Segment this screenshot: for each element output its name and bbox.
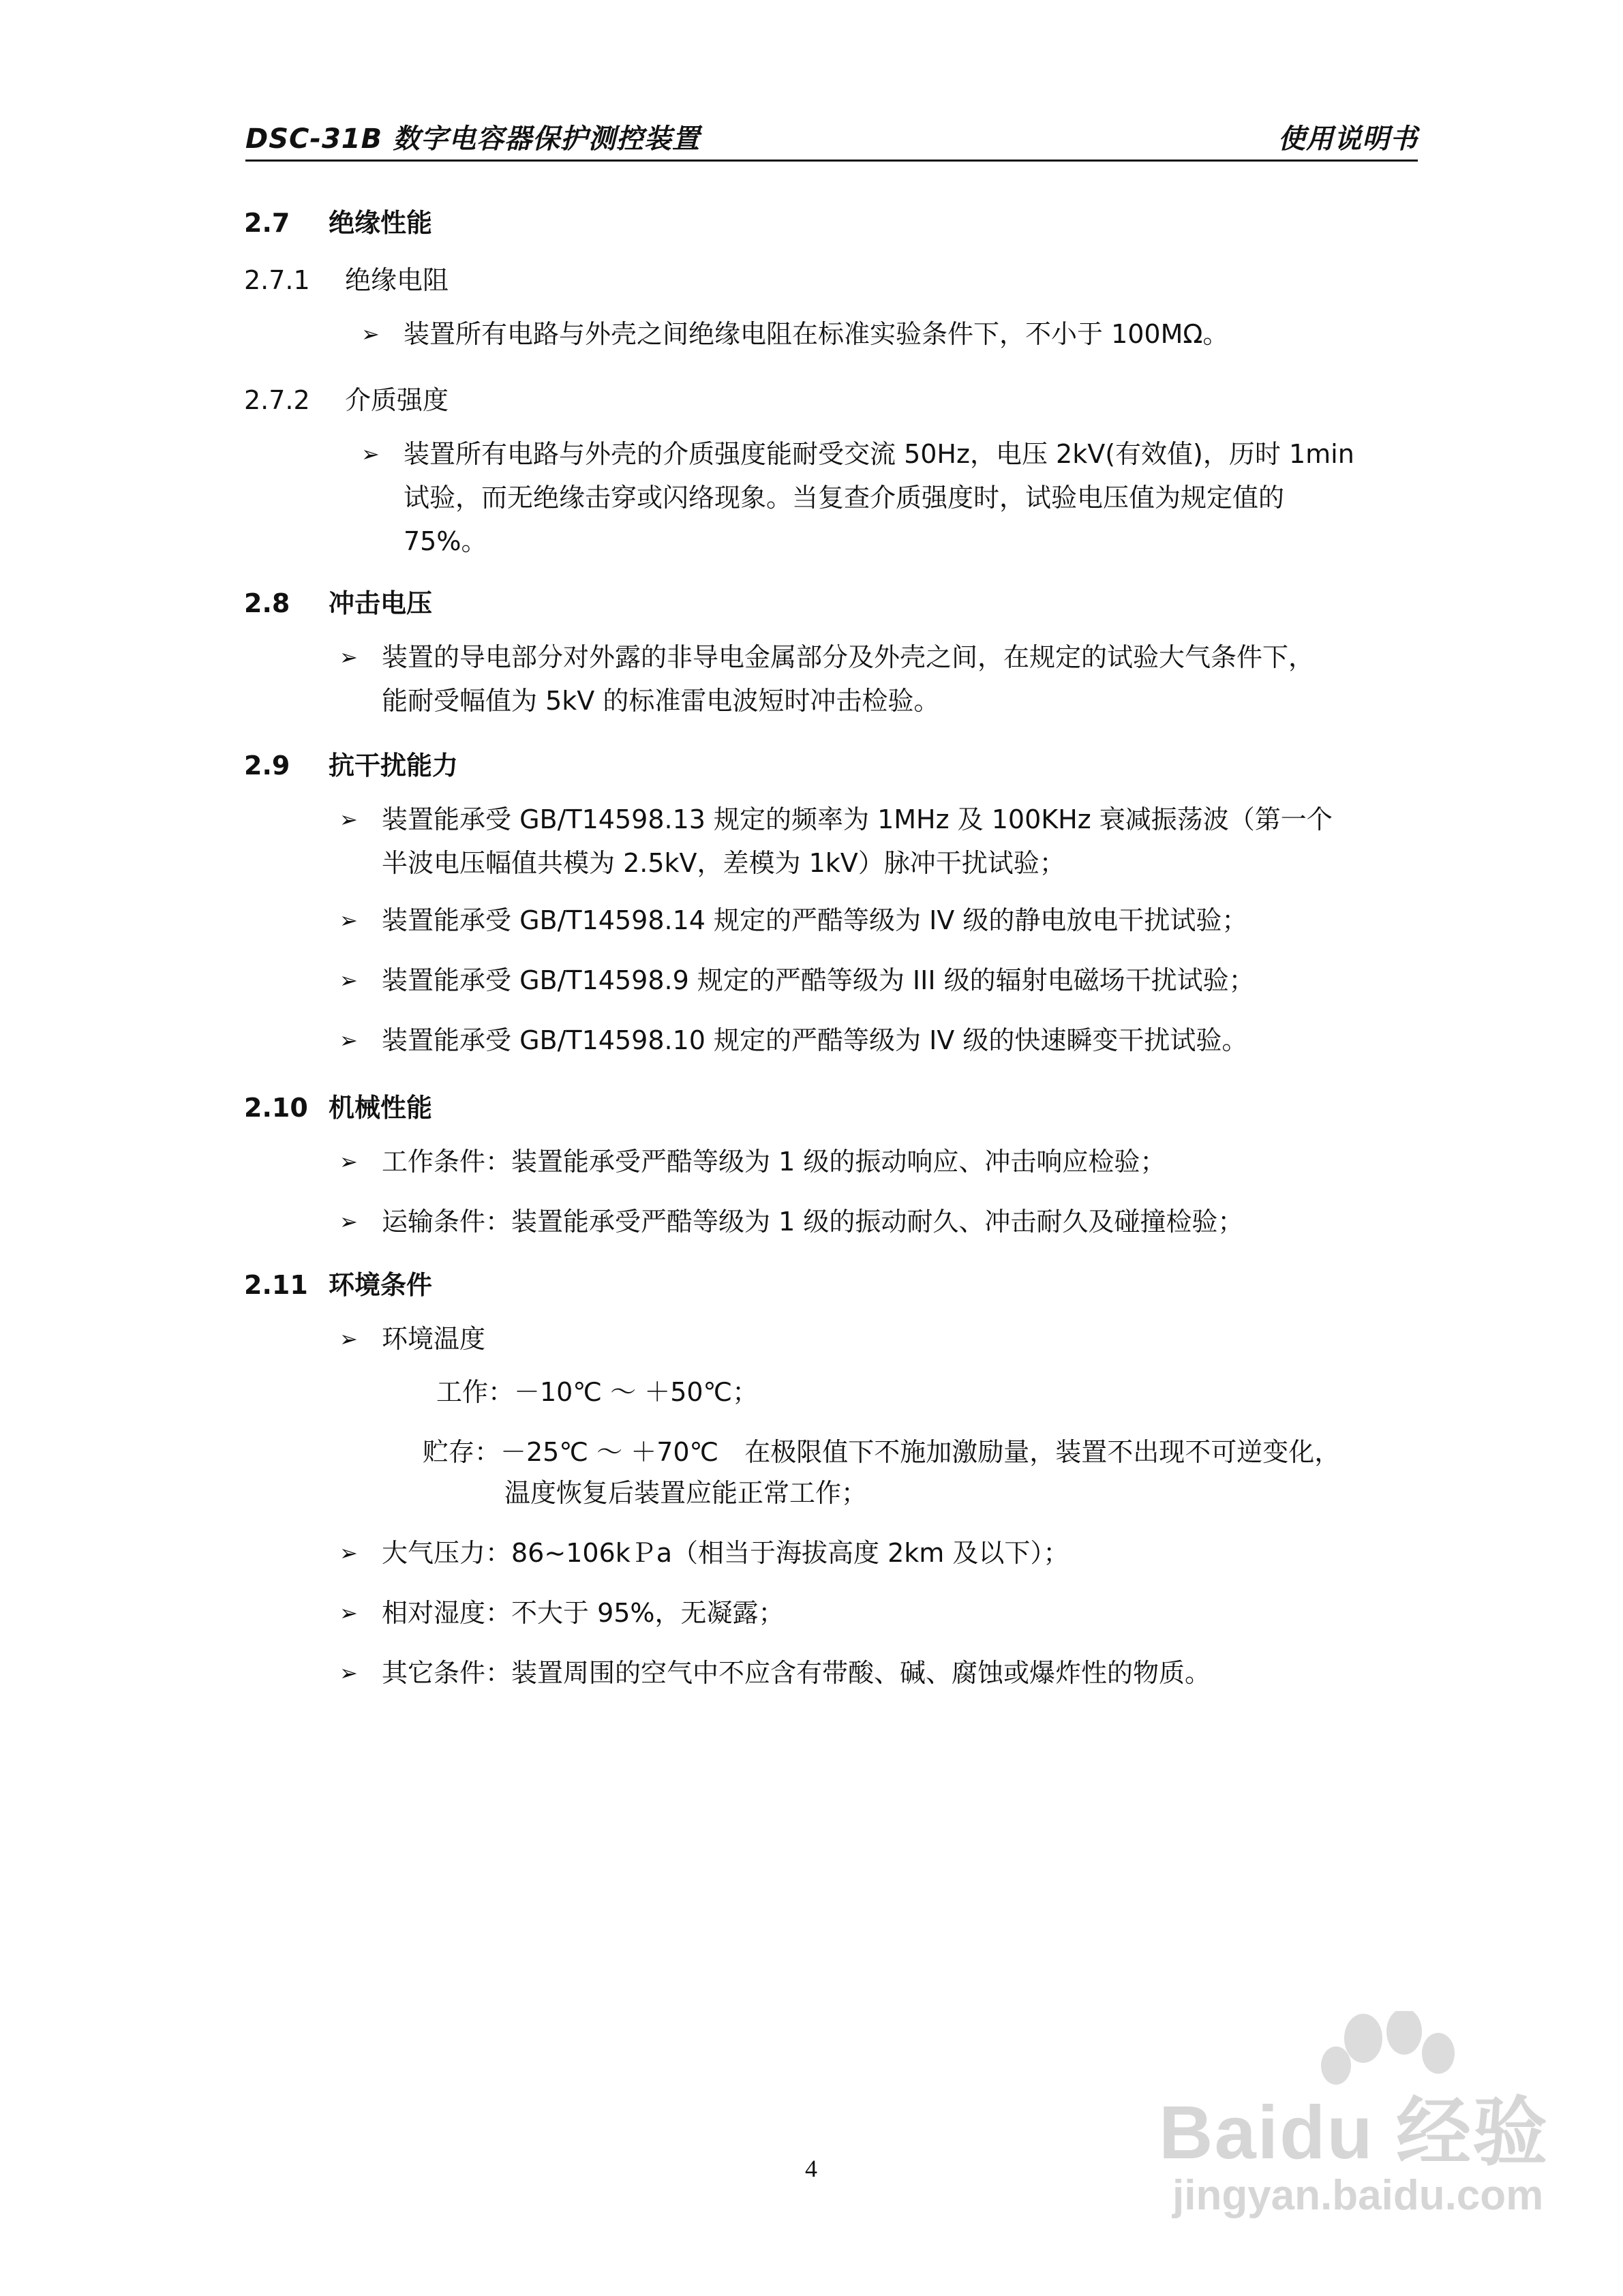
list-item: ➢ 装置能承受 GB/T14598.14 规定的严酷等级为 IV 级的静电放电干扰试验； (382, 898, 1247, 942)
header-doc-type: 使用说明书 (1278, 123, 1418, 155)
arrow-bullet-icon: ➢ (339, 806, 358, 832)
arrow-bullet-icon: ➢ (361, 321, 380, 347)
watermark-url: jingyan.baidu.com (1172, 2172, 1544, 2219)
watermark-brand: Baidu 经验 (1159, 2091, 1549, 2175)
arrow-bullet-icon: ➢ (339, 1209, 358, 1235)
arrow-bullet-icon: ➢ (339, 907, 358, 933)
list-item: ➢ 装置所有电路与外壳的介质强度能耐受交流 50Hz，电压 2kV(有效值)，历时 1min 试验，而无绝缘击穿或闪络现象。当复查介质强度时，试验电压值为规定值的 75%。 (404, 432, 1354, 563)
list-item: ➢ 其它条件：装置周围的空气中不应含有带酸、碱、腐蚀或爆炸性的物质。 (382, 1651, 1211, 1695)
arrow-bullet-icon: ➢ (339, 1600, 358, 1626)
list-item: ➢ 装置能承受 GB/T14598.9 规定的严酷等级为 III 级的辐射电磁场干扰试验； (382, 958, 1255, 1002)
section-heading-2-8: 2.8 冲击电压 (244, 588, 433, 618)
temperature-work: 工作：－10℃ ～ ＋50℃； (436, 1377, 759, 1407)
list-item: ➢ 相对湿度：不大于 95%，无凝露； (382, 1591, 785, 1635)
header-title: DSC-31B 数字电容器保护测控装置 (245, 123, 701, 155)
list-item: ➢ 装置的导电部分对外露的非导电金属部分及外壳之间，在规定的试验大气条件下， 能耐受幅值为 5kV 的标准雷电波短时冲击检验。 (382, 635, 1314, 723)
list-item: ➢ 装置能承受 GB/T14598.13 规定的频率为 1MHz 及 100KHz 衰减振荡波（第一个 半波电压幅值共模为 2.5kV，差模为 1kV）脉冲干扰试验； (382, 798, 1333, 885)
arrow-bullet-icon: ➢ (339, 1660, 358, 1686)
watermark (1159, 2011, 1568, 2236)
temperature-storage-cont: 温度恢复后装置应能正常工作； (504, 1478, 868, 1508)
section-heading-2-11: 2.11 环境条件 (244, 1270, 433, 1300)
section-heading-2-9: 2.9 抗干扰能力 (244, 751, 459, 781)
arrow-bullet-icon: ➢ (339, 1326, 358, 1352)
list-item: ➢ 装置所有电路与外壳之间绝缘电阻在标准实验条件下，不小于 100MΩ。 (404, 312, 1228, 356)
list-item: ➢ 环境温度 (382, 1317, 485, 1361)
arrow-bullet-icon: ➢ (339, 1027, 358, 1053)
arrow-bullet-icon: ➢ (339, 1540, 358, 1566)
temperature-storage: 贮存：－25℃ ～ ＋70℃ 在极限值下不施加激励量，装置不出现不可逆变化， (423, 1437, 1341, 1467)
arrow-bullet-icon: ➢ (339, 1149, 358, 1175)
arrow-bullet-icon: ➢ (339, 644, 358, 670)
section-heading-2-7: 2.7 绝缘性能 (244, 208, 433, 238)
list-item: ➢ 工作条件：装置能承受严酷等级为 1 级的振动响应、冲击响应检验； (382, 1140, 1166, 1183)
arrow-bullet-icon: ➢ (361, 441, 380, 467)
list-item: ➢ 装置能承受 GB/T14598.10 规定的严酷等级为 IV 级的快速瞬变干扰试验。 (382, 1018, 1247, 1062)
arrow-bullet-icon: ➢ (339, 967, 358, 993)
subsection-heading-2-7-1: 2.7.1 绝缘电阻 (244, 265, 449, 295)
section-heading-2-10: 2.10 机械性能 (244, 1093, 433, 1123)
list-item: ➢ 运输条件：装置能承受严酷等级为 1 级的振动耐久、冲击耐久及碰撞检验； (382, 1200, 1243, 1243)
page-number: 4 (805, 2155, 817, 2182)
list-item: ➢ 大气压力：86~106kＰa（相当于海拔高度 2km 及以下）； (382, 1531, 1069, 1575)
subsection-heading-2-7-2: 2.7.2 介质强度 (244, 385, 449, 415)
